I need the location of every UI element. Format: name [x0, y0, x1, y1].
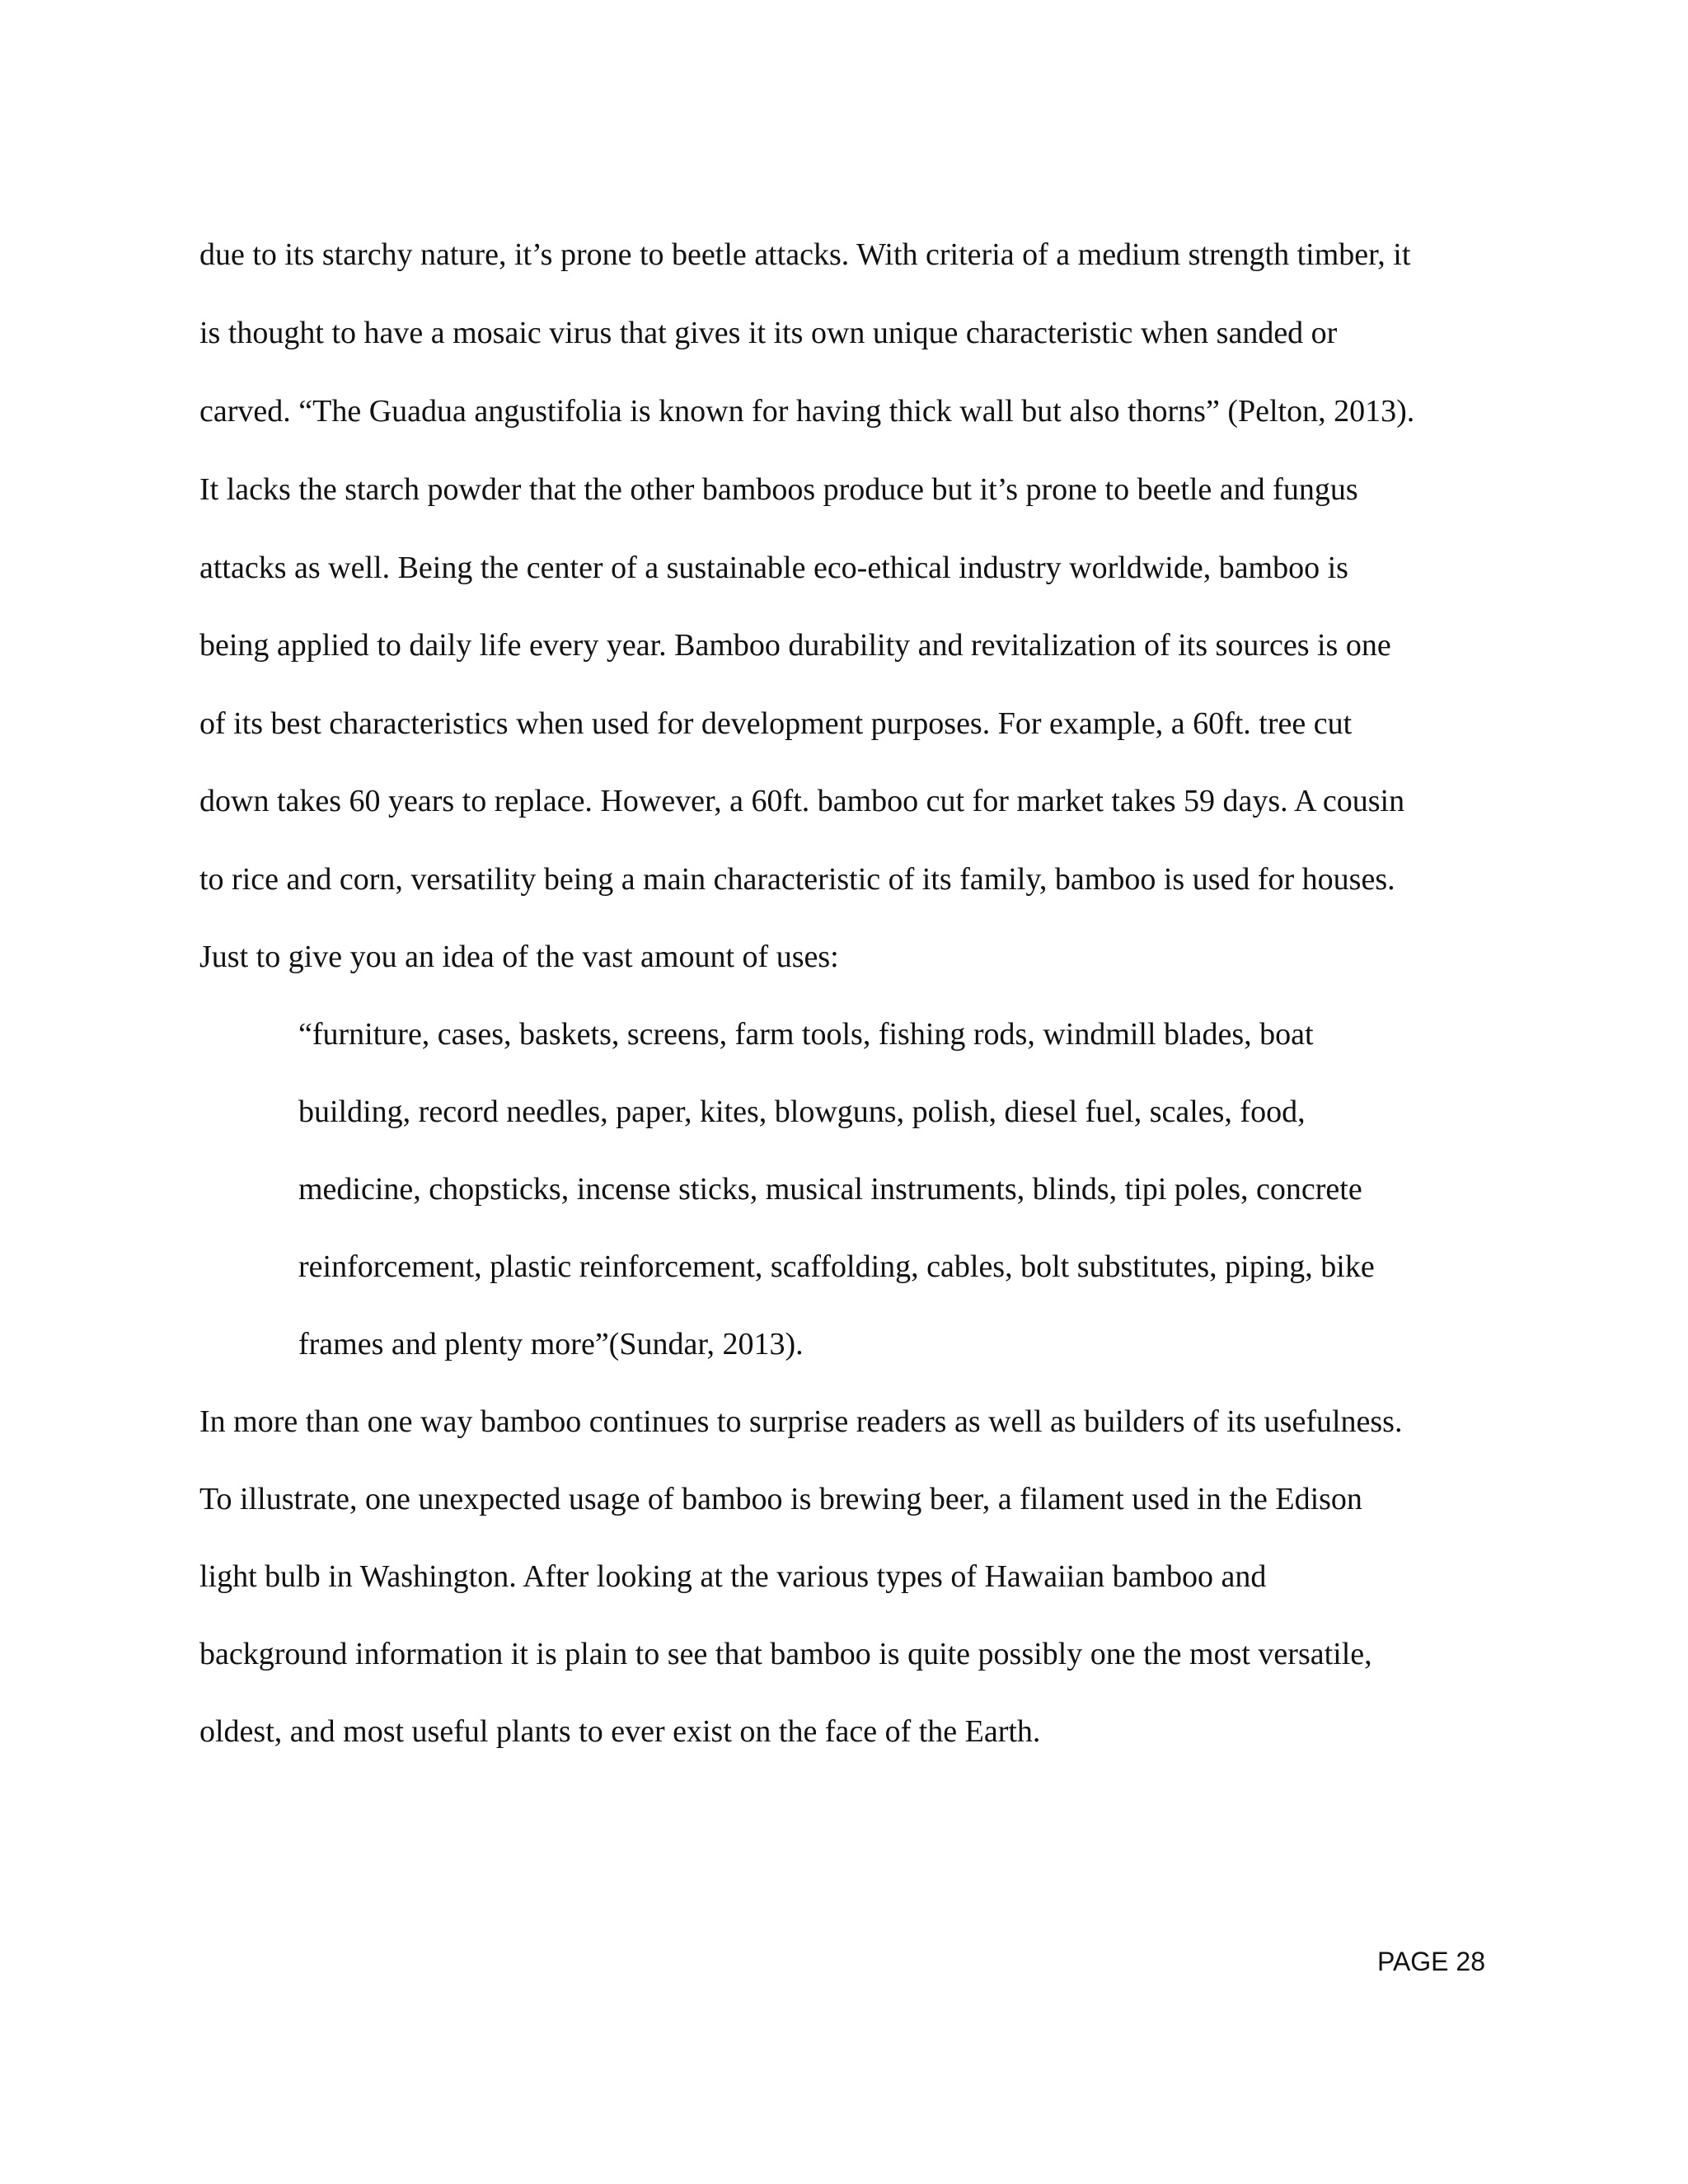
body-text-line: being applied to daily life every year. Bamboo durability and revitalization of its sources is one [199, 628, 1391, 663]
block-quote-line: building, record needles, paper, kites, blowguns, polish, diesel fuel, scales, food, [298, 1094, 1306, 1129]
block-quote-line: medicine, chopsticks, incense sticks, musical instruments, blinds, tipi poles, concrete [298, 1172, 1362, 1207]
body-text-line: carved. “The Guadua angustifolia is known for having thick wall but also thorns” (Pelton, 2013). [199, 394, 1415, 429]
body-text-line: background information it is plain to see that bamboo is quite possibly one the most versatile, [199, 1637, 1372, 1671]
body-text-line: of its best characteristics when used for development purposes. For example, a 60ft. tree cut [199, 706, 1353, 741]
body-text-line: to rice and corn, versatility being a main characteristic of its family, bamboo is used for houses. [199, 862, 1395, 897]
block-quote-line: frames and plenty more”(Sundar, 2013). [298, 1327, 804, 1361]
body-text-line: oldest, and most useful plants to ever exist on the face of the Earth. [199, 1714, 1041, 1749]
body-text-line: Just to give you an idea of the vast amount of uses: [199, 940, 839, 974]
body-text-line: is thought to have a mosaic virus that gives it its own unique characteristic when sanded or [199, 316, 1338, 350]
body-text-line: attacks as well. Being the center of a sustainable eco-ethical industry worldwide, bamboo is [199, 551, 1348, 585]
page-number: PAGE 28 [1376, 1947, 1485, 1976]
body-text-line: It lacks the starch powder that the other bamboos produce but it’s prone to beetle and fungus [199, 472, 1358, 507]
body-text-line: down takes 60 years to replace. However, a 60ft. bamboo cut for market takes 59 days. A cousin [199, 784, 1405, 818]
body-text-line: To illustrate, one unexpected usage of bamboo is brewing beer, a filament used in the Edison [199, 1482, 1362, 1516]
block-quote-line: “furniture, cases, baskets, screens, farm tools, fishing rods, windmill blades, boat [298, 1017, 1314, 1052]
block-quote-line: reinforcement, plastic reinforcement, scaffolding, cables, bolt substitutes, piping, bike [298, 1249, 1375, 1284]
body-text-line: In more than one way bamboo continues to surprise readers as well as builders of its usefulness. [199, 1404, 1403, 1439]
body-text-line: due to its starchy nature, it’s prone to beetle attacks. With criteria of a medium strength timber, it [199, 237, 1411, 272]
body-text-line: light bulb in Washington. After looking at the various types of Hawaiian bamboo and [199, 1559, 1267, 1594]
